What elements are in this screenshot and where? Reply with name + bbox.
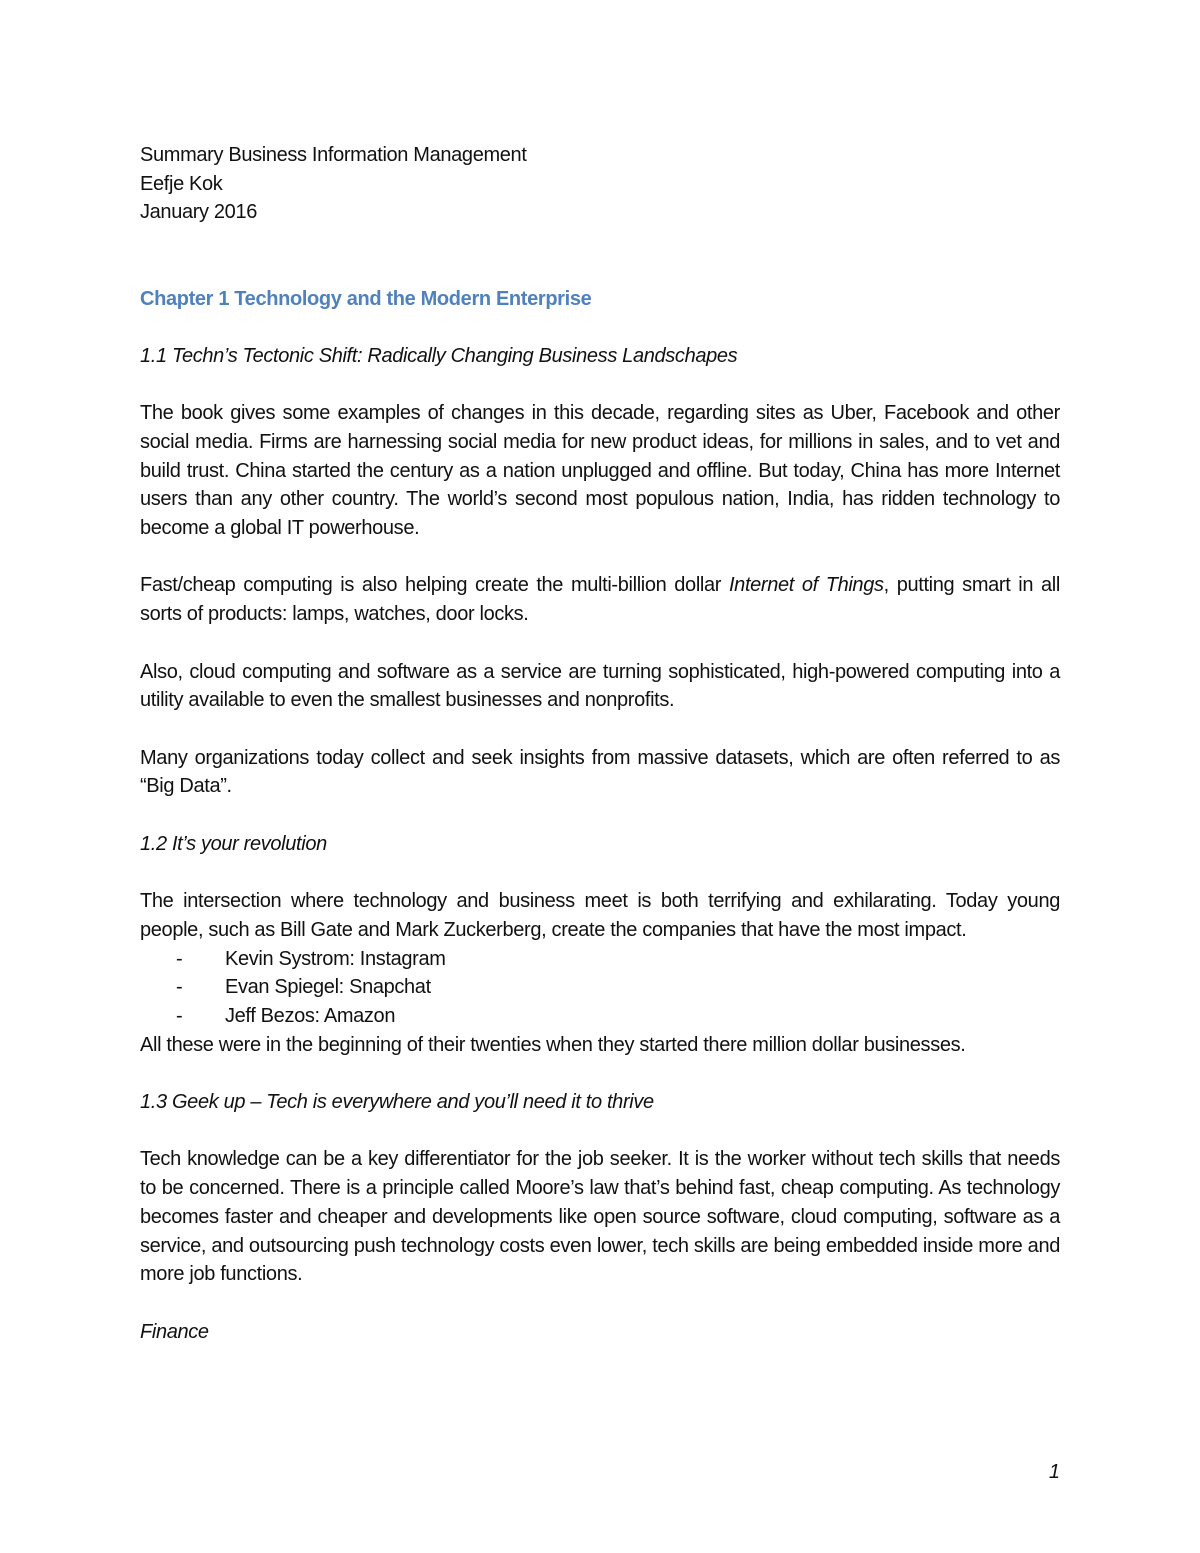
paragraph-1-3-a: Tech knowledge can be a key differentiator for the job seeker. It is the worker without tech skills that needs to be concerned. There is a principle called Moore’s law that’s behind fast, cheap computing. As technology becomes faster and cheaper and developments like open source software, cloud computing, software as a service, and outsourcing push technology costs even lower, tech skills are being embedded inside more and more job functions. — [140, 1148, 1060, 1286]
spacer — [140, 1117, 1060, 1146]
subsection-heading-finance: Finance — [140, 1320, 209, 1343]
spacer — [140, 371, 1060, 400]
spacer — [140, 227, 1060, 284]
list-dash: - — [176, 1004, 183, 1027]
paragraph-text: , putting smart in all sorts of products: lamps, watches, door locks. — [140, 574, 1060, 626]
paragraph-1-2-b: All these were in the beginning of their twenties when they started there million dollar businesses. — [140, 1033, 966, 1056]
document-body — [140, 141, 1060, 1346]
list-dash: - — [176, 976, 183, 999]
emphasis-text: Internet of Things — [728, 574, 884, 597]
document-date: January 2016 — [140, 201, 258, 224]
paragraph-text: Fast/cheap computing is also helping create the multi-billion dollar — [140, 574, 729, 597]
paragraph-1-1-a: The book gives some examples of changes in this decade, regarding sites as Uber, Facebook and other social media. Firms are harnessing social media for new product ideas, for millions in sales, and to vet and build trust. China started the century as a nation unplugged and offline. But today, China has more Internet users than any other country. The world’s second most populous nation, India, has ridden technology to become a global IT powerhouse. — [140, 402, 1060, 540]
spacer — [140, 801, 1060, 830]
spacer — [140, 1289, 1060, 1318]
paragraph-1-1-c: Also, cloud computing and software as a service are turning sophisticated, high-powered computing into a utility available to even the smallest businesses and nonprofits. — [140, 660, 1060, 712]
section-heading-1-2: 1.2 It’s your revolution — [140, 832, 327, 855]
paragraph-1-1-d: Many organizations today collect and seek insights from massive datasets, which are often referred to as “Big Data”. — [140, 746, 1060, 798]
list-dash: - — [176, 947, 183, 970]
page-number: 1 — [1048, 1461, 1060, 1483]
list-item-text: Jeff Bezos: Amazon — [225, 1004, 396, 1027]
document-author: Eefje Kok — [140, 172, 223, 195]
section-heading-1-1: 1.1 Techn’s Tectonic Shift: Radically Changing Business Landschapes — [140, 344, 738, 367]
document-title: Summary Business Information Management — [140, 144, 527, 166]
list-item-text: Evan Spiegel: Snapchat — [225, 976, 431, 999]
paragraph-1-1-b — [140, 571, 1060, 628]
section-heading-1-3: 1.3 Geek up – Tech is everywhere and you’ll need it to thrive — [140, 1091, 654, 1114]
spacer — [140, 858, 1060, 887]
list-item — [140, 945, 1060, 974]
list-item — [140, 1002, 1060, 1031]
spacer — [140, 313, 1060, 342]
list-item-text: Kevin Systrom: Instagram — [225, 947, 446, 970]
spacer — [140, 629, 1060, 658]
spacer — [140, 715, 1060, 744]
list-item — [140, 973, 1060, 1002]
founders-list — [140, 945, 1060, 1031]
spacer — [140, 1059, 1060, 1088]
chapter-heading: Chapter 1 Technology and the Modern Enterprise — [140, 287, 592, 310]
spacer — [140, 543, 1060, 572]
paragraph-1-2-a: The intersection where technology and business meet is both terrifying and exhilarating. Today young people, such as Bill Gate and Mark Zuckerberg, create the companies that have the most impact. — [140, 890, 1060, 941]
